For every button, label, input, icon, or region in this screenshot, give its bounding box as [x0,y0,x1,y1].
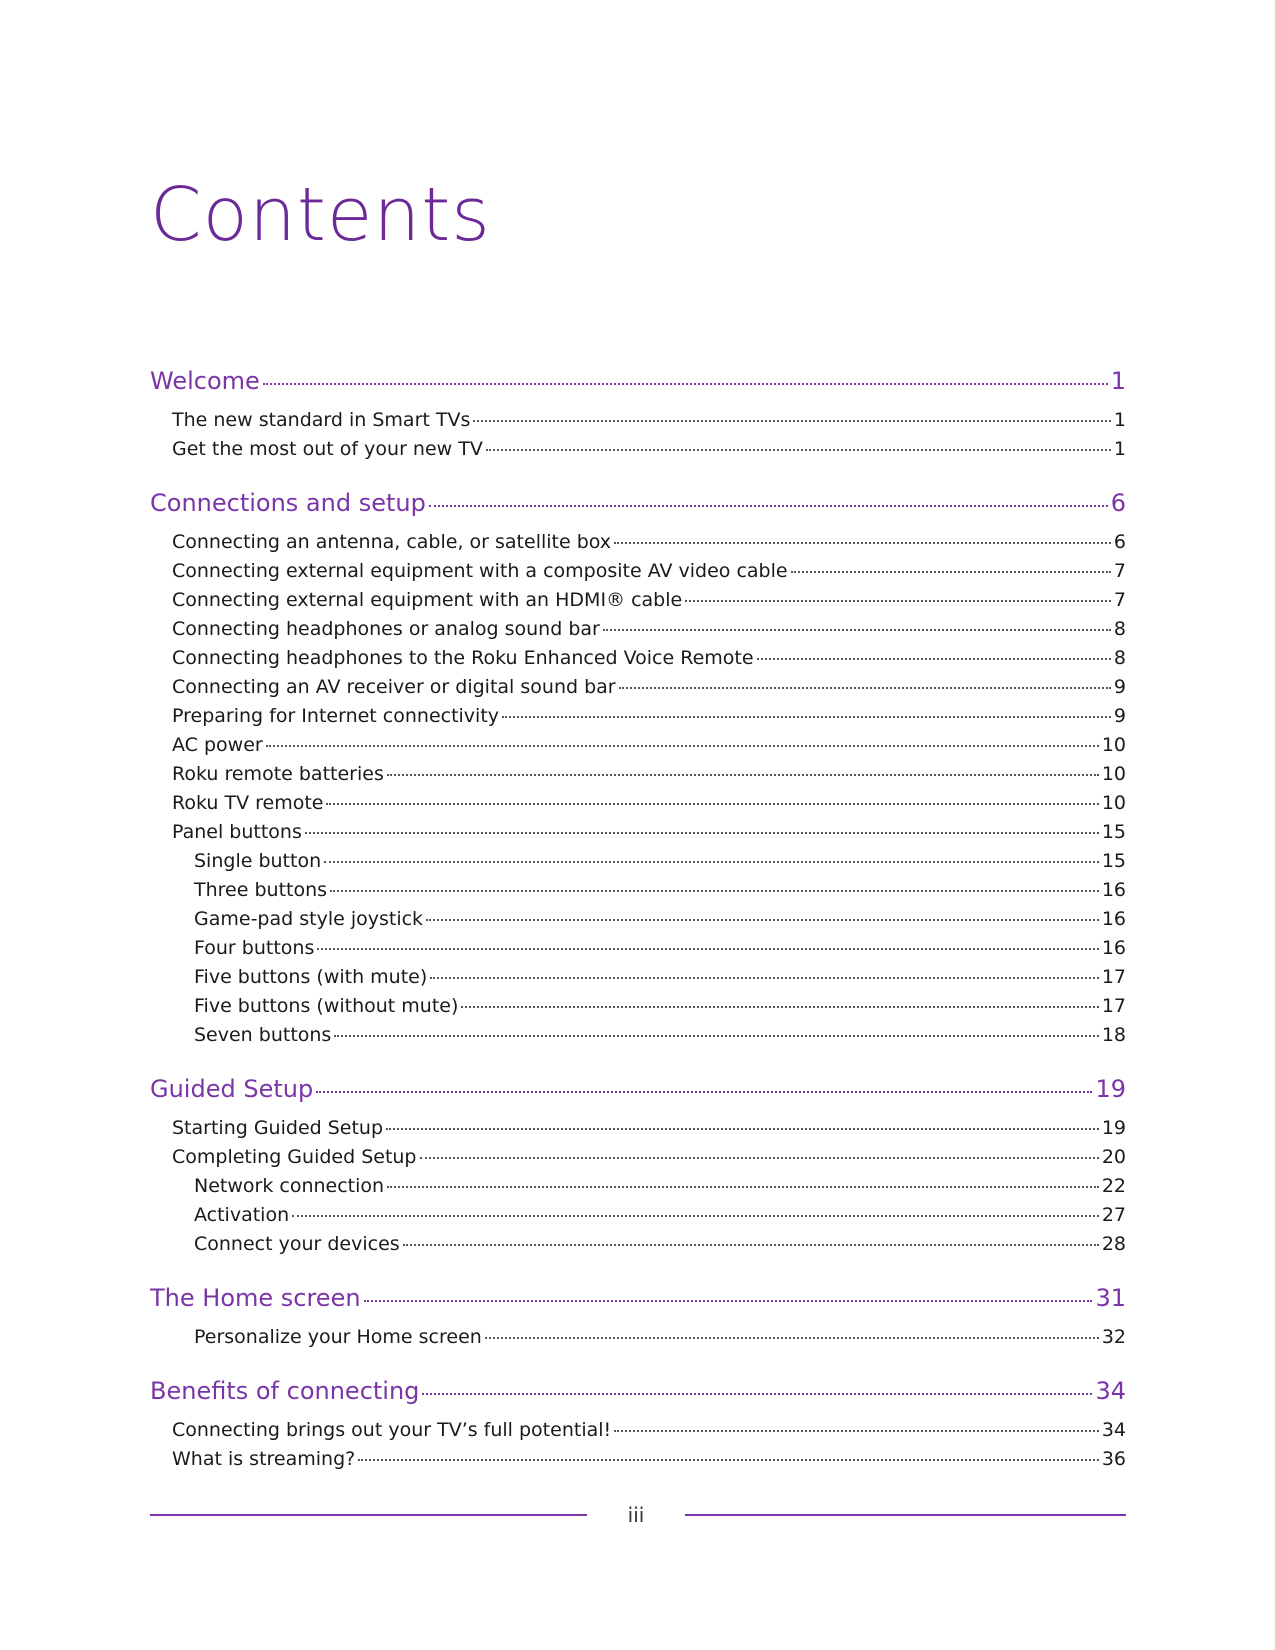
dot-leader [422,1393,1092,1395]
toc-heading-label: Welcome [150,367,260,395]
toc-entry-page: 7 [1113,560,1126,582]
toc-entry[interactable] [150,406,1126,435]
dot-leader [485,1337,1099,1339]
dot-leader [757,658,1111,660]
toc-entry-page: 22 [1101,1175,1126,1197]
dot-leader [486,449,1111,451]
toc-entry[interactable] [150,1201,1126,1230]
toc-section-heading[interactable] [150,362,1126,400]
toc-entry[interactable] [150,586,1126,615]
toc-entry-label: Connecting an AV receiver or digital sound bar [172,676,616,698]
toc-entry-page: 17 [1101,966,1126,988]
toc-entry-label: Completing Guided Setup [172,1146,417,1168]
toc-entry-page: 34 [1101,1419,1126,1441]
dot-leader [364,1300,1093,1302]
page-title: Contents [150,172,491,258]
dot-leader [387,1186,1099,1188]
toc-entry-label: Connecting external equipment with an HDMI® cable [172,589,683,611]
toc-entry[interactable] [150,905,1126,934]
toc-entry-page: 8 [1113,618,1126,640]
toc-entry-page: 36 [1101,1448,1126,1470]
toc-entry-page: 16 [1101,879,1126,901]
dot-leader [403,1244,1099,1246]
toc-entry-label: Connecting headphones to the Roku Enhanced Voice Remote [172,647,754,669]
dot-leader [430,977,1099,979]
toc-entry[interactable] [150,1230,1126,1259]
toc-entry-page: 16 [1101,908,1126,930]
dot-leader [386,1128,1099,1130]
toc-entry-page: 17 [1101,995,1126,1017]
toc-entry-page: 16 [1101,937,1126,959]
toc-entry[interactable] [150,818,1126,847]
toc-entry-label: Panel buttons [172,821,302,843]
toc-entry-page: 19 [1101,1117,1126,1139]
dot-leader [791,571,1111,573]
dot-leader [685,600,1111,602]
toc-entry-page: 9 [1113,676,1126,698]
toc-entry[interactable] [150,992,1126,1021]
dot-leader [324,861,1099,863]
dot-leader [614,1430,1099,1432]
toc-heading-page: 31 [1095,1284,1126,1312]
toc-entry[interactable] [150,615,1126,644]
toc-entry-page: 20 [1101,1146,1126,1168]
dot-leader [326,803,1098,805]
table-of-contents [150,362,1126,1494]
toc-entry-label: Five buttons (with mute) [194,966,428,988]
dot-leader [358,1459,1099,1461]
toc-entry[interactable] [150,644,1126,673]
toc-entry-label: Preparing for Internet connectivity [172,705,500,727]
footer-rule-left [150,1514,587,1516]
toc-section [150,1279,1126,1352]
toc-heading-page: 19 [1095,1075,1126,1103]
toc-entry[interactable] [150,963,1126,992]
dot-leader [614,542,1111,544]
toc-entry[interactable] [150,1416,1126,1445]
toc-entry-page: 6 [1113,531,1126,553]
toc-entry-label: AC power [172,734,263,756]
toc-entry-page: 28 [1101,1233,1126,1255]
toc-section-heading[interactable] [150,484,1126,522]
toc-entry-page: 7 [1113,589,1126,611]
toc-heading-label: Benefits of connecting [150,1377,420,1405]
toc-heading-label: The Home screen [150,1284,361,1312]
dot-leader [619,687,1111,689]
toc-entry[interactable] [150,876,1126,905]
toc-entry[interactable] [150,702,1126,731]
dot-leader [305,832,1099,834]
toc-section-heading[interactable] [150,1279,1126,1317]
toc-entry[interactable] [150,789,1126,818]
toc-entry-label: Roku remote batteries [172,763,384,785]
dot-leader [266,745,1099,747]
toc-entry-label: Single button [194,850,322,872]
toc-entry[interactable] [150,1445,1126,1474]
toc-entry[interactable] [150,557,1126,586]
dot-leader [426,919,1099,921]
toc-entry-page: 27 [1101,1204,1126,1226]
page-number: iii [627,1503,645,1527]
toc-section [150,362,1126,464]
toc-entry-page: 10 [1101,792,1126,814]
toc-heading-label: Connections and setup [150,489,426,517]
toc-entry[interactable] [150,847,1126,876]
toc-entry[interactable] [150,1114,1126,1143]
toc-entry-label: Roku TV remote [172,792,324,814]
dot-leader [317,948,1098,950]
toc-entry-page: 15 [1101,821,1126,843]
toc-entry-page: 1 [1113,438,1126,460]
toc-entry-page: 9 [1113,705,1126,727]
toc-entry-label: Connecting brings out your TV’s full potential! [172,1419,612,1441]
toc-entry-page: 18 [1101,1024,1126,1046]
toc-entry-page: 15 [1101,850,1126,872]
toc-entry-label: What is streaming? [172,1448,356,1470]
dot-leader [603,629,1111,631]
dot-leader [292,1215,1099,1217]
toc-entry[interactable] [150,1323,1126,1352]
toc-section-heading[interactable] [150,1070,1126,1108]
toc-entry-label: Connect your devices [194,1233,400,1255]
toc-entry[interactable] [150,1143,1126,1172]
page-footer [150,1500,1126,1530]
toc-section-heading[interactable] [150,1372,1126,1410]
toc-entry-label: Get the most out of your new TV [172,438,483,460]
toc-entry[interactable] [150,934,1126,963]
toc-entry-label: Seven buttons [194,1024,332,1046]
toc-entry-label: Connecting an antenna, cable, or satellite box [172,531,612,553]
toc-entry-label: The new standard in Smart TVs [172,409,471,431]
footer-rule-right [685,1514,1126,1516]
dot-leader [473,420,1111,422]
toc-section [150,1070,1126,1259]
dot-leader [330,890,1099,892]
toc-entry-label: Personalize your Home screen [194,1326,482,1348]
toc-entry-label: Five buttons (without mute) [194,995,459,1017]
toc-entry[interactable] [150,1172,1126,1201]
toc-entry-label: Three buttons [194,879,328,901]
dot-leader [316,1091,1092,1093]
toc-entry-page: 1 [1113,409,1126,431]
toc-entry-label: Network connection [194,1175,385,1197]
toc-entry[interactable] [150,731,1126,760]
toc-entry[interactable] [150,528,1126,557]
toc-heading-label: Guided Setup [150,1075,314,1103]
toc-entry-page: 32 [1101,1326,1126,1348]
toc-heading-page: 34 [1095,1377,1126,1405]
dot-leader [420,1157,1099,1159]
toc-entry-page: 10 [1101,763,1126,785]
dot-leader [334,1035,1098,1037]
toc-entry-page: 8 [1113,647,1126,669]
dot-leader [502,716,1111,718]
toc-entry-label: Connecting headphones or analog sound bar [172,618,600,640]
toc-entry-label: Starting Guided Setup [172,1117,384,1139]
dot-leader [429,505,1108,507]
dot-leader [461,1006,1098,1008]
toc-section [150,484,1126,1050]
toc-entry-label: Activation [194,1204,290,1226]
toc-entry-label: Game-pad style joystick [194,908,424,930]
toc-entry[interactable] [150,435,1126,464]
toc-section [150,1372,1126,1474]
toc-entry-label: Four buttons [194,937,315,959]
toc-entry-label: Connecting external equipment with a composite AV video cable [172,560,788,582]
toc-entry[interactable] [150,673,1126,702]
toc-heading-page: 1 [1110,367,1126,395]
toc-entry-page: 10 [1101,734,1126,756]
toc-heading-page: 6 [1110,489,1126,517]
toc-entry[interactable] [150,760,1126,789]
dot-leader [387,774,1099,776]
toc-entry[interactable] [150,1021,1126,1050]
dot-leader [263,383,1108,385]
